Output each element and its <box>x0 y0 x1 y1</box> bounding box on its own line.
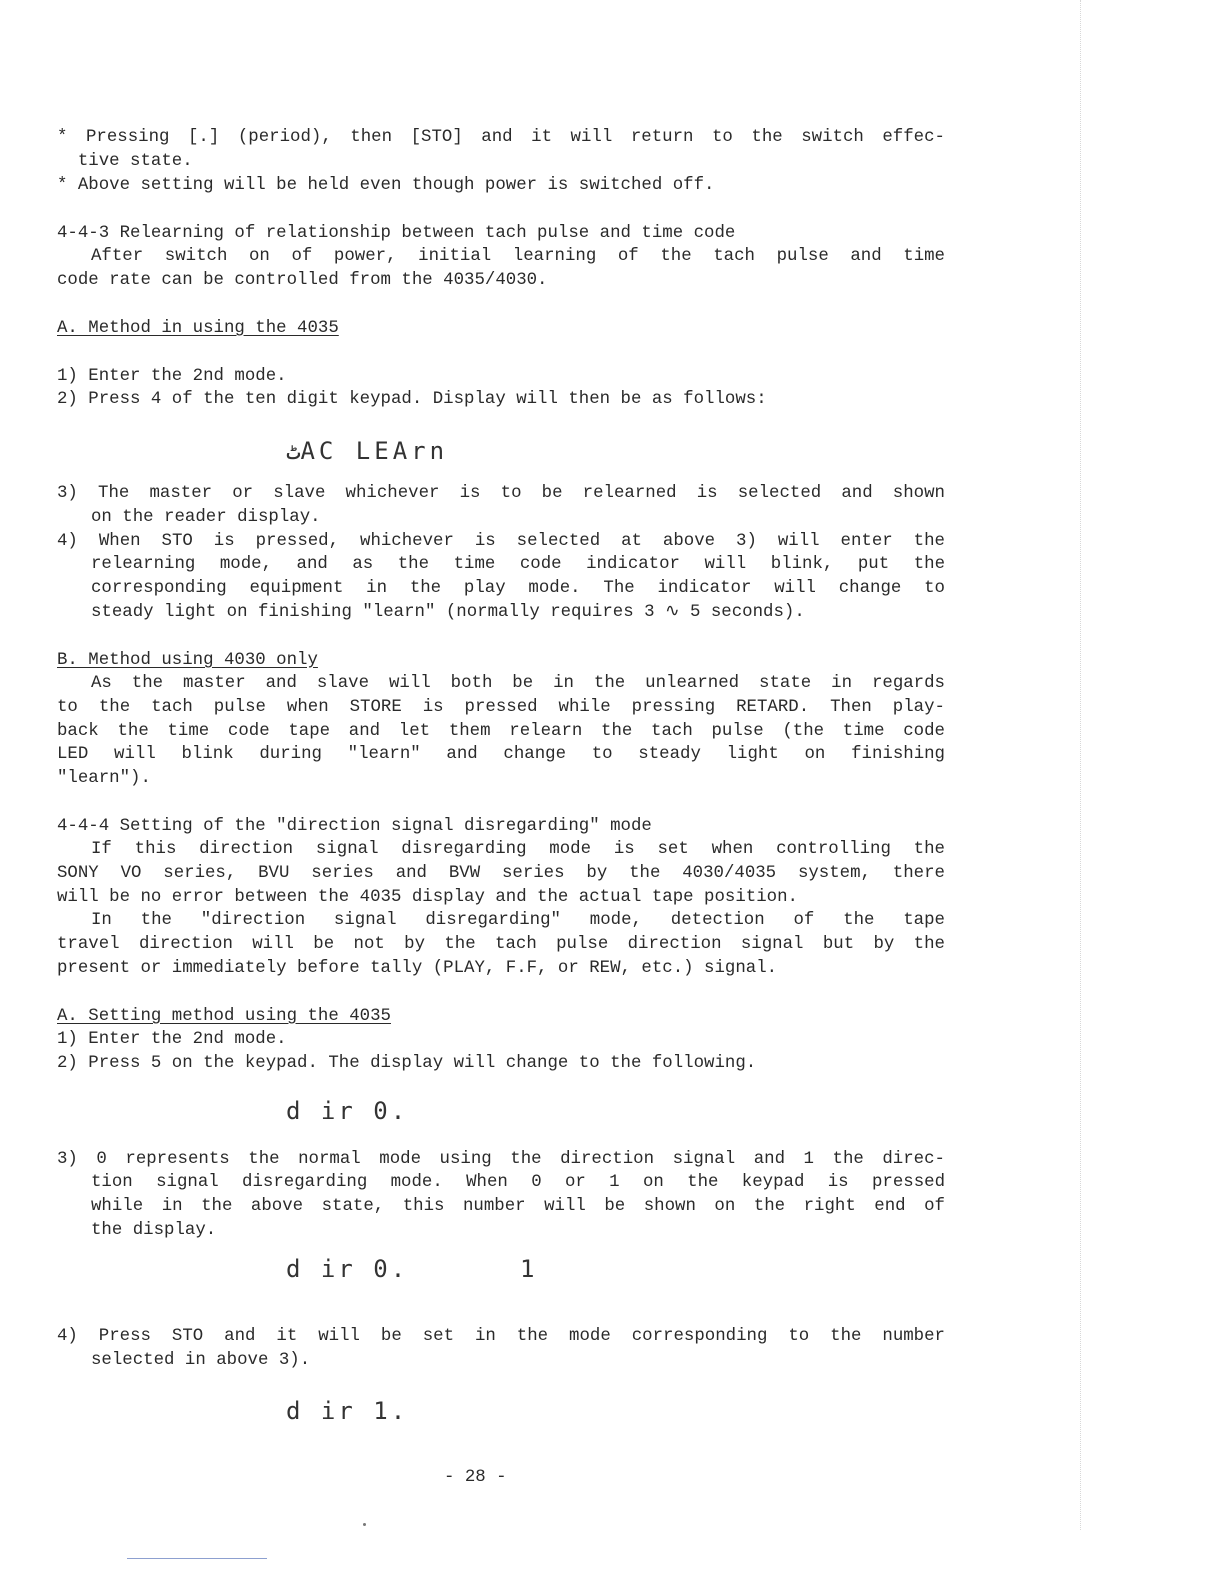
sec444-a-step-3-line-1: 3) 0 represents the normal mode using the direction signal and 1 the direc- <box>57 1150 945 1169</box>
sec444-a-step-3-line-3: while in the above state, this number will be shown on the right end of <box>91 1197 945 1216</box>
note-2-line-1: * Above setting will be held even though power is switched off. <box>57 176 715 195</box>
sec444-a-step-2: 2) Press 5 on the keypad. The display will change to the following. <box>57 1054 757 1073</box>
sec443-b-line-1: As the master and slave will both be in the unlearned state in regards <box>91 674 945 693</box>
sec443-b-line-3: back the time code tape and let them relearn the tach pulse (the time code <box>57 722 945 741</box>
sec444-paragraph-2-line-3: present or immediately before tally (PLAY, F.F, or REW, etc.) signal. <box>57 959 778 978</box>
sec443-a-step-4-line-1: 4) When STO is pressed, whichever is selected at above 3) will enter the <box>57 532 945 551</box>
sec444-subsection-a-title: A. Setting method using the 4035 <box>57 1007 391 1026</box>
sec443-a-step-1: 1) Enter the 2nd mode. <box>57 367 287 386</box>
sec444-paragraph-2-line-1: In the "direction signal disregarding" mode, detection of the tape <box>91 911 945 930</box>
page-edge-dotted-line <box>1080 0 1082 1530</box>
display-readout-dir-1: d ir 1. <box>286 1397 409 1425</box>
sec443-paragraph-line-1: After switch on of power, initial learning of the tach pulse and time <box>91 247 945 266</box>
note-1-line-1: * Pressing [.] (period), then [STO] and it will return to the switch effec- <box>57 128 945 147</box>
note-1-line-2: tive state. <box>57 152 193 171</box>
sec443-b-line-2: to the tach pulse when STORE is pressed while pressing RETARD. Then play- <box>57 698 945 717</box>
sec443-subsection-a-title: A. Method in using the 4035 <box>57 319 339 338</box>
sec443-subsection-b-title: B. Method using 4030 only <box>57 651 318 670</box>
sec443-a-step-4-line-2: relearning mode, and as the time code indicator will blink, put the <box>91 555 945 574</box>
sec444-paragraph-1-line-3: will be no error between the 4035 display and the actual tape position. <box>57 888 798 907</box>
display-readout-tac-learn: ٹAC LEArn <box>286 437 449 465</box>
display-readout-dir-0: d ir 0. <box>286 1097 409 1125</box>
scan-edge-line <box>127 1558 267 1559</box>
scan-dot-mark <box>363 1523 366 1526</box>
sec443-a-step-3-line-2: on the reader display. <box>91 508 321 527</box>
sec444-paragraph-2-line-2: travel direction will be not by the tach pulse direction signal but by the <box>57 935 945 954</box>
sec443-a-step-3-line-1: 3) The master or slave whichever is to be relearned is selected and shown <box>57 484 945 503</box>
sec443-a-step-4-line-4: steady light on finishing "learn" (normally requires 3 ∿ 5 seconds). <box>91 603 805 622</box>
sec443-b-line-4: LED will blink during "learn" and change to steady light on finishing <box>57 745 945 764</box>
sec444-paragraph-1-line-1: If this direction signal disregarding mode is set when controlling the <box>91 840 945 859</box>
display-readout-dir-0-value: d ir 0. <box>286 1255 409 1283</box>
sec444-a-step-4-line-2: selected in above 3). <box>91 1351 311 1370</box>
sec444-a-step-1: 1) Enter the 2nd mode. <box>57 1030 287 1049</box>
sec443-a-step-4-line-3: corresponding equipment in the play mode. The indicator will change to <box>91 579 945 598</box>
display-readout-selected-digit: 1 <box>520 1255 538 1283</box>
page-number: - 28 - <box>444 1468 507 1487</box>
sec444-paragraph-1-line-2: SONY VO series, BVU series and BVW series by the 4030/4035 system, there <box>57 864 945 883</box>
sec444-a-step-3-line-4: the display. <box>91 1221 217 1240</box>
section-4-4-3-heading: 4-4-3 Relearning of relationship between tach pulse and time code <box>57 224 736 243</box>
sec444-a-step-3-line-2: tion signal disregarding mode. When 0 or 1 on the keypad is pressed <box>91 1173 945 1192</box>
sec443-a-step-2: 2) Press 4 of the ten digit keypad. Display will then be as follows: <box>57 390 767 409</box>
sec443-b-line-5: "learn"). <box>57 769 151 788</box>
section-4-4-4-heading: 4-4-4 Setting of the "direction signal disregarding" mode <box>57 817 652 836</box>
sec443-paragraph-line-2: code rate can be controlled from the 4035/4030. <box>57 271 548 290</box>
sec444-a-step-4-line-1: 4) Press STO and it will be set in the mode corresponding to the number <box>57 1327 945 1346</box>
